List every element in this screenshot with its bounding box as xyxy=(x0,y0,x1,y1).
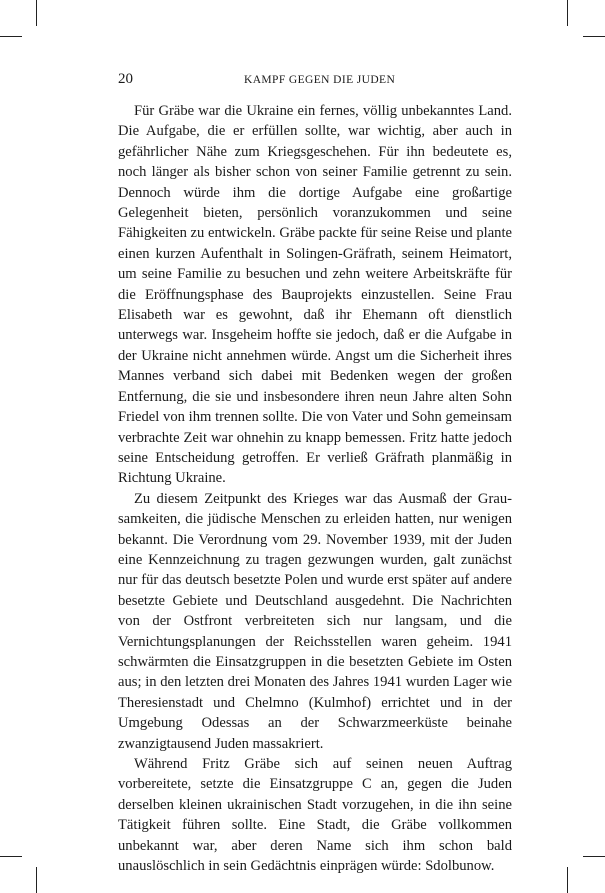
crop-mark-bottom-left xyxy=(36,867,37,893)
running-head: KAMPF GEGEN DIE JUDEN xyxy=(244,74,396,86)
crop-mark-top-left-horizontal xyxy=(0,36,22,37)
paragraph: Während Fritz Gräbe sich auf seinen neuen Auftrag vorbereitete, setzte die Einsatzgruppe C an, gegen die Juden derselben kleinen ukrainischen Stadt vorzugehen, in die ihn seine Tätigkeit führen sollte. Eine Stadt, die Gräbe vollkommen unbekannt war, aber deren Name sich ihm schon bald unauslöschlich in sein Gedächtnis einprägen würde: Sdolbunow. xyxy=(118,756,512,875)
paragraph: Zu diesem Zeitpunkt des Krieges war das Ausmaß der Grausamkeiten, die jüdische Menschen zu erleiden hatten, nur wenigen bekannt. Die Verordnung vom 29. November 1939, mit der Juden eine Kennzeichnung zu tragen gezwungen wurden, galt zunächst nur für das deutsch besetzte Polen und wurde erst später auf andere besetzte Gebiete und Deutschland ausgedehnt. Die Nachrichten von der Ostfront verbreiteten sich nur langsam, und die Vernichtungsplanungen der Reichsstellen waren geheim. 1941 schwärmten die Einsatzgruppen in die besetzten Gebiete im Osten aus; in den letzten drei Monaten des Jahres 1941 wurden Lager wie Theresienstadt und Chelmno (Kulmhof) errichtet und in der Umgebung Odessas an der Schwarzmeerküste beinahe zwanzigtausend Juden massakriert. xyxy=(118,490,512,752)
page-header xyxy=(118,71,512,91)
crop-mark-top-left xyxy=(36,0,37,26)
crop-mark-bottom-left-horizontal xyxy=(0,856,22,857)
crop-mark-bottom-right xyxy=(567,867,568,893)
crop-mark-top-right-horizontal xyxy=(583,36,605,37)
page-number: 20 xyxy=(118,71,133,87)
paragraph: Für Gräbe war die Ukraine ein fernes, völlig unbekanntes Land. Die Aufgabe, die er erfüllen sollte, war wichtig, aber auch in gefährlicher Nähe zum Kriegsgeschehen. Für ihn bedeutete es, noch länger als bisher schon von seiner Familie getrennt zu sein. Dennoch würde ihm die dortige Aufgabe eine großartige Gelegenheit bieten, persönlich voranzukommen und seine Fähigkeiten zu entwickeln. Gräbe packte für seine Reise und plante einen kurzen Aufenthalt in Solingen-Gräfrath, seinem Heimatort, um seine Familie zu besuchen und zehn weitere Arbeitskräfte für die Eröffnungsphase des Bauprojekts einzustellen. Seine Frau Elisabeth war es gewohnt, daß ihr Ehemann oft dienstlich unterwegs war. Insgeheim hoffte sie jedoch, daß er die Aufgabe in der Ukraine nicht annehmen würde. Angst um die Sicherheit ihres Mannes verband sich dabei mit Bedenken wegen der großen Entfernung, die sie und insbesondere ihren neun Jahre alten Sohn Friedel von ihm trennen sollte. Die von Vater und Sohn gemeinsam verbrachte Zeit war ohnehin zu knapp bemessen. Fritz hatte jedoch seine Entscheidung getroffen. Er verließ Gräfrath planmäßig in Richtung Ukraine. xyxy=(118,103,512,487)
crop-mark-top-right xyxy=(567,0,568,26)
body-text xyxy=(118,101,512,876)
crop-mark-bottom-right-horizontal xyxy=(583,856,605,857)
